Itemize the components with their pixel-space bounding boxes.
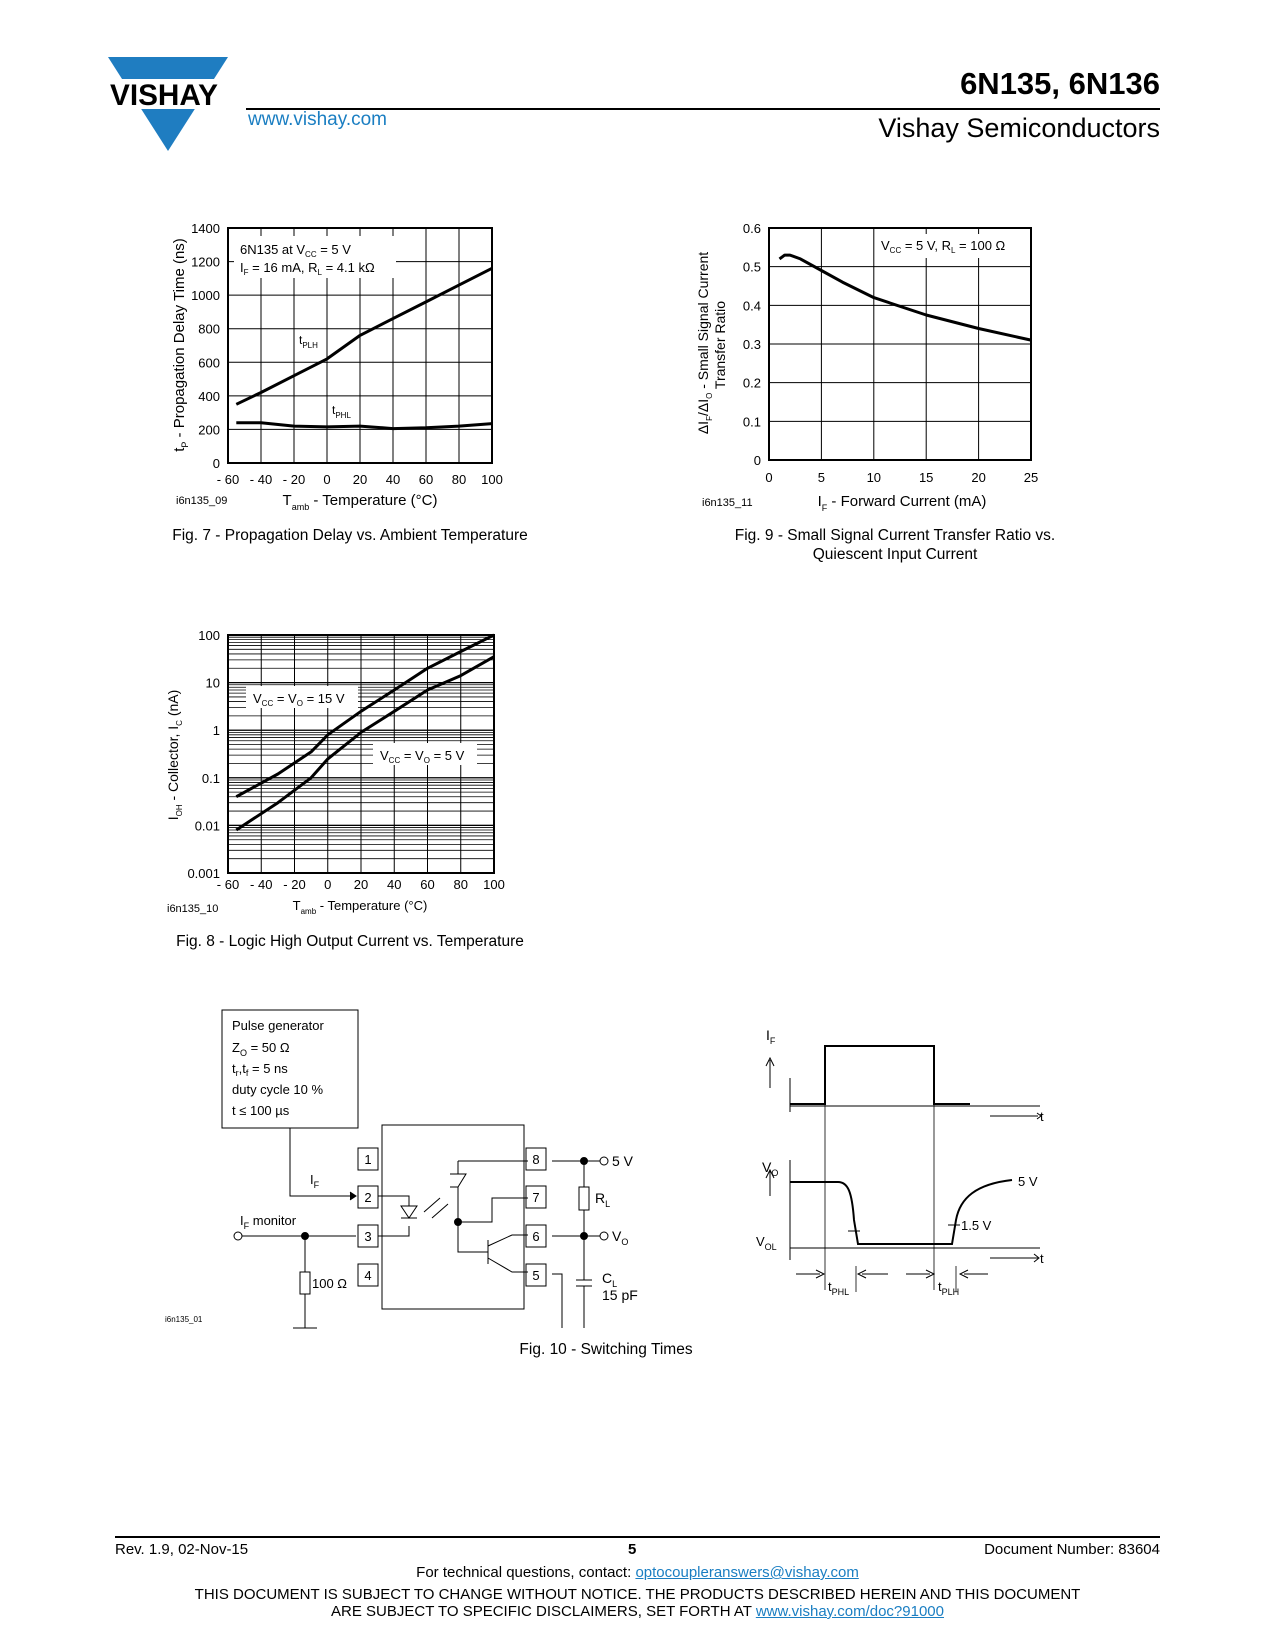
- vo-label: $V_O$: [612, 1228, 629, 1247]
- y-tick-label: 800: [198, 321, 220, 337]
- series-line-0: [780, 255, 1032, 340]
- gen-title: Pulse generator: [232, 1018, 324, 1033]
- footer-page-number: 5: [628, 1541, 637, 1558]
- x-tick-label: - 20: [282, 472, 306, 487]
- wave-if-t: t: [1040, 1109, 1044, 1124]
- optocoupler-ic: [382, 1125, 524, 1309]
- x-tick-label: - 20: [283, 877, 306, 892]
- wave-if-axis: [790, 1078, 1040, 1112]
- fig8-id: i6n135_10: [167, 903, 219, 915]
- led-wires: [378, 1196, 409, 1236]
- x-tick-label: 60: [418, 472, 434, 487]
- footer-tech-contact: [0, 1564, 1275, 1581]
- fig9-id: i6n135_11: [702, 497, 753, 509]
- pin-number-8: 8: [532, 1152, 540, 1167]
- x-tick-label: 25: [1023, 470, 1039, 485]
- fig10-waveforms: [750, 1020, 1060, 1310]
- ic-internal-wires: [458, 1161, 528, 1222]
- website-link[interactable]: www.vishay.com: [248, 109, 388, 130]
- x-tick-label: - 40: [250, 877, 273, 892]
- x-tick-label: 60: [420, 877, 435, 892]
- y-tick-label: 1400: [191, 221, 220, 236]
- if-monitor-terminal: [234, 1232, 242, 1240]
- wave-5v-label: 5 V: [1018, 1174, 1038, 1189]
- output-transistor: [458, 1235, 528, 1272]
- y-tick-label: 400: [198, 388, 220, 404]
- footer-disclaimer-line2: [0, 1603, 1275, 1620]
- fig7-ylabel: $t_P$ - Propagation Delay Time (ns): [171, 238, 190, 452]
- gen-tmax: t ≤ 100 µs: [232, 1103, 290, 1118]
- gen-rise-fall: $t_r,t_f = 5$ ns: [232, 1061, 288, 1078]
- wave-if-time-arrow: [990, 1113, 1041, 1119]
- fig8-xlabel: $T_{amb}$ - Temperature (°C): [292, 898, 428, 916]
- y-tick-label: 0.4: [742, 298, 761, 314]
- y-tick-label: 0: [212, 456, 220, 471]
- fig9-tick-labels: [743, 221, 1038, 485]
- rl-label: $R_L$: [595, 1190, 611, 1209]
- wave-vol-label: $V_{OL}$: [756, 1234, 777, 1252]
- fig7-label-tplh: $t_{PLH}$: [299, 333, 318, 350]
- cl-label: $C_L$: [602, 1270, 618, 1289]
- y-tick-label: 0.001: [187, 866, 220, 881]
- wire-pin5-ground: [552, 1274, 562, 1328]
- y-tick-label: 200: [198, 422, 220, 438]
- y-tick-label: 0.1: [742, 414, 761, 430]
- resistor-100ohm: [300, 1272, 310, 1294]
- y-tick-label: 0.5: [742, 259, 761, 275]
- series-line-0: [236, 268, 492, 404]
- x-tick-label: 5: [817, 470, 826, 485]
- resistor-rl: [579, 1187, 589, 1210]
- x-tick-label: 0: [324, 877, 332, 892]
- vo-terminal: [600, 1232, 608, 1240]
- fig10-circuit: [160, 1000, 700, 1340]
- led-emission-arrows: [424, 1198, 448, 1218]
- fig7-chart: [160, 220, 560, 540]
- fig7-note-line2: $I_F = 16$ mA, $R_L = 4.1$ kΩ: [240, 260, 375, 277]
- gen-duty: duty cycle 10 %: [232, 1082, 324, 1097]
- y-tick-label: 0.2: [742, 375, 761, 391]
- x-tick-label: 20: [352, 472, 368, 487]
- y-tick-label: 0.3: [742, 337, 761, 352]
- wave-if-pulse: [790, 1046, 970, 1104]
- vcc-terminal: [600, 1157, 608, 1165]
- arrow-if: [350, 1192, 356, 1200]
- pin-number-4: 4: [364, 1268, 372, 1283]
- pin-number-5: 5: [532, 1268, 540, 1283]
- wave-vo-curve: [790, 1180, 1012, 1244]
- pin-number-7: 7: [532, 1190, 540, 1205]
- wave-vo-t: t: [1040, 1251, 1044, 1266]
- if-label: $I_F$: [310, 1172, 320, 1190]
- y-tick-label: 1200: [191, 254, 220, 270]
- wave-timing-guides: [825, 1104, 934, 1290]
- fig8-label-5v: $V_{CC} = V_O = 5$ V: [380, 748, 465, 765]
- logo-text: VISHAY: [110, 79, 218, 112]
- y-tick-label: 0.6: [742, 221, 761, 236]
- wave-tplh-arrows: [906, 1270, 988, 1278]
- fig9-xlabel: $I_F$ - Forward Current (mA): [817, 493, 987, 513]
- fig9-series: [780, 255, 1032, 340]
- part-numbers: 6N135, 6N136: [960, 66, 1160, 101]
- x-tick-label: 10: [866, 470, 882, 485]
- footer-revision: Rev. 1.9, 02-Nov-15: [115, 1541, 249, 1558]
- junction-base: [455, 1219, 462, 1226]
- vcc-label: 5 V: [612, 1153, 634, 1169]
- if-monitor-label: $I_F$ monitor: [240, 1213, 297, 1231]
- ground-r100: [293, 1294, 317, 1328]
- footer-doc-number: Document Number: 83604: [984, 1541, 1160, 1558]
- x-tick-label: 15: [918, 470, 934, 485]
- gen-impedance: $Z_O = 50$ Ω: [232, 1040, 290, 1058]
- fig8-chart: [160, 625, 560, 930]
- footer-disclaimer-text: ARE SUBJECT TO SPECIFIC DISCLAIMERS, SET FORTH AT: [331, 1603, 756, 1620]
- footer-email-link[interactable]: optocoupleranswers@vishay.com: [635, 1564, 859, 1581]
- x-tick-label: 80: [451, 472, 467, 487]
- pin-number-1: 1: [364, 1152, 372, 1167]
- x-tick-label: - 60: [216, 877, 240, 892]
- wave-tphl-arrows: [796, 1270, 888, 1278]
- x-tick-label: 20: [971, 470, 986, 485]
- company-name: Vishay Semiconductors: [878, 113, 1160, 143]
- fig9-chart: [690, 220, 1070, 540]
- x-tick-label: - 60: [216, 472, 240, 487]
- fig7-note-line1: 6N135 at $V_{CC} = 5$ V: [240, 242, 351, 259]
- x-tick-label: 40: [385, 472, 401, 487]
- capacitor-cl: [576, 1258, 592, 1328]
- x-tick-label: 0: [323, 472, 331, 487]
- x-tick-label: 0: [765, 470, 773, 485]
- led-diode: [401, 1206, 417, 1218]
- cl-value: 15 pF: [602, 1287, 638, 1303]
- y-tick-label: 600: [198, 355, 220, 371]
- wave-tphl-label: $t_{PHL}$: [828, 1279, 850, 1297]
- fig8-label-15v: $V_{CC} = V_O = 15$ V: [253, 691, 345, 708]
- fig7-id: i6n135_09: [176, 495, 228, 507]
- y-tick-label: 0: [753, 453, 761, 468]
- footer-disclaimer-line1: THIS DOCUMENT IS SUBJECT TO CHANGE WITHOUT NOTICE. THE PRODUCTS DESCRIBED HEREIN AND THIS DOCUMENT: [194, 1586, 1081, 1603]
- wave-tplh-label: $t_{PLH}$: [938, 1279, 960, 1297]
- fig9-caption-line1: Fig. 9 - Small Signal Current Transfer Ratio vs.: [734, 527, 1056, 544]
- x-tick-label: 20: [353, 877, 369, 892]
- x-tick-label: 80: [453, 877, 468, 892]
- series-line-1: [236, 423, 492, 429]
- fig7-series: [236, 268, 492, 428]
- pin-boxes: [358, 1148, 546, 1286]
- pin-number-3: 3: [364, 1229, 372, 1244]
- x-tick-label: 40: [387, 877, 402, 892]
- fig9-ylabel-line2: Transfer Ratio: [712, 300, 728, 390]
- footer-rule: [115, 1536, 1160, 1538]
- junction-vo: [581, 1233, 588, 1240]
- wave-vo-label: $V_O$: [762, 1159, 779, 1178]
- fig7-label-tphl: $t_{PHL}$: [332, 403, 351, 420]
- y-tick-label: 100: [198, 628, 220, 643]
- fig9-ylabel-line1: $\Delta I_F/\Delta I_O$ - Small Signal Current: [695, 251, 714, 435]
- wave-15v-label: 1.5 V: [961, 1218, 992, 1233]
- wave-vo-time-arrow: [990, 1254, 1039, 1262]
- footer-disclaimer-link[interactable]: www.vishay.com/doc?91000: [755, 1603, 944, 1620]
- wave-if-arrow: [766, 1058, 774, 1088]
- x-tick-label: 100: [483, 877, 505, 892]
- y-tick-label: 0.1: [201, 770, 220, 786]
- fig7-caption: Fig. 7 - Propagation Delay vs. Ambient Temperature: [172, 527, 528, 544]
- fig9-note: $V_{CC} = 5$ V, $R_L = 100$ Ω: [881, 238, 1006, 255]
- wire-gen-pin2: [290, 1128, 356, 1196]
- fig8-ylabel: $I_{OH}$ - Collector, $I_C$ (nA): [165, 689, 184, 821]
- y-tick-label: 1000: [191, 288, 220, 304]
- x-tick-label: 100: [481, 472, 503, 487]
- fig9-caption-line2: Quiescent Input Current: [812, 546, 978, 563]
- x-tick-label: - 40: [249, 472, 273, 487]
- y-tick-label: 10: [205, 675, 220, 691]
- fig10-id: i6n135_01: [165, 1315, 203, 1324]
- fig7-xlabel: $T_{amb}$ - Temperature (°C): [282, 492, 438, 512]
- pin-number-6: 6: [532, 1229, 540, 1244]
- y-tick-label: 1: [212, 723, 220, 739]
- wave-if-label: $I_F$: [766, 1027, 776, 1046]
- fig8-caption: Fig. 8 - Logic High Output Current vs. Temperature: [176, 933, 524, 950]
- footer-tech-text: For technical questions, contact:: [416, 1564, 636, 1581]
- fig10-caption: Fig. 10 - Switching Times: [519, 1341, 693, 1358]
- vishay-logo[interactable]: [108, 55, 228, 153]
- y-tick-label: 0.01: [194, 818, 220, 834]
- pin-number-2: 2: [364, 1190, 372, 1205]
- r100-label: 100 Ω: [312, 1276, 348, 1291]
